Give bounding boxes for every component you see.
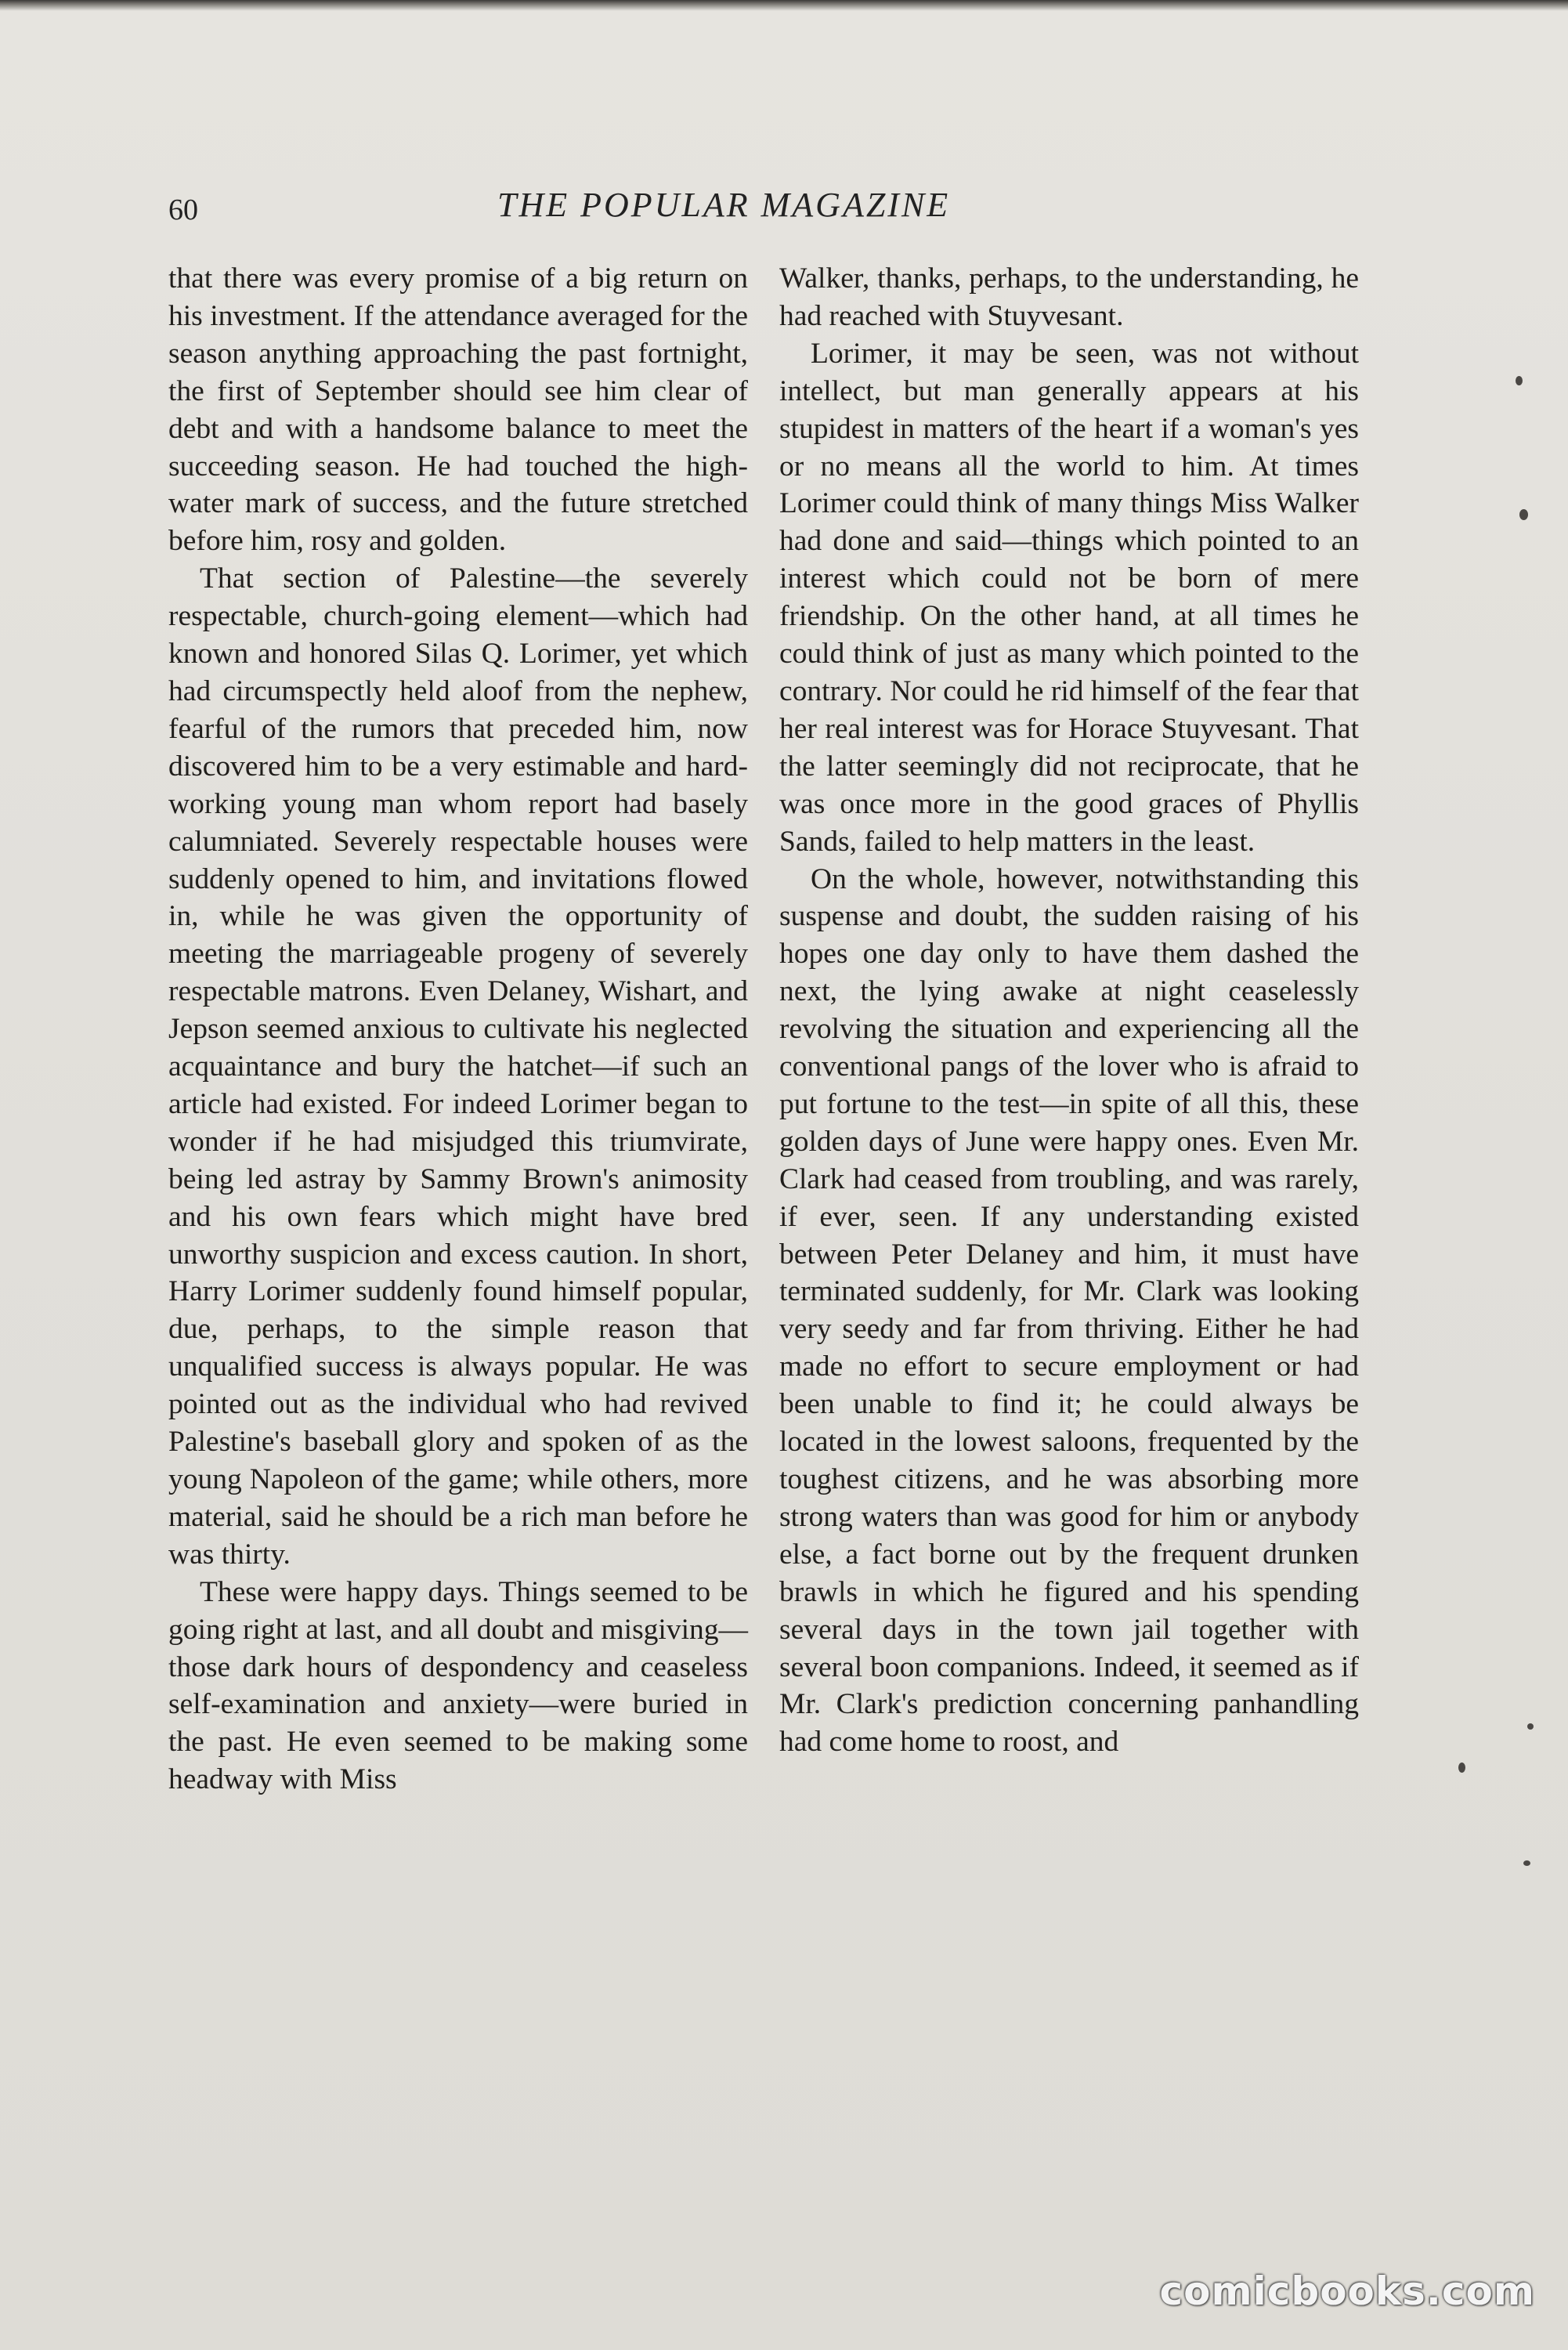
left-column <box>168 260 748 1799</box>
paper-speck <box>1527 1723 1534 1730</box>
paragraph: On the whole, however, notwithstanding this suspense and doubt, the sudden raising of his hopes one day only to have them dashed the next, the lying awake at night ceaselessly revolving the situation and experiencing all the conventional pangs of the lover who is afraid to put fortune to the test—in spite of all this, these golden days of June were happy ones. Even Mr. Clark had ceased from troubling, and was rarely, if ever, seen. If any understanding existed between Peter Delaney and him, it must have terminated suddenly, for Mr. Clark was looking very seedy and far from thriving. Either he had made no effort to secure employment or had been unable to find it; he could always be located in the lowest saloons, frequented by the toughest citizens, and he was absorbing more strong waters than was good for him or anybody else, a fact borne out by the frequent drunken brawls in which he figured and his spending several days in the town jail together with several boon companions. Indeed, it seemed as if Mr. Clark's prediction concerning panhandling had come home to roost, and <box>779 862 1359 1759</box>
page-header <box>168 185 1375 240</box>
paragraph: Lorimer, it may be seen, was not without intellect, but man generally appears at his stupidest in matters of the heart if a woman's yes or no means all the world to him. At times Lorimer could think of many things Miss Walker had done and said—things which pointed to an interest which could not be born of mere friendship. On the other hand, at all times he could think of just as many which pointed to the contrary. Nor could he rid himself of the fear that her real interest was for Horace Stuyvesant. That the latter seemingly did not reciprocate, that he was once more in the good graces of Phyllis Sands, failed to help matters in the least. <box>779 337 1359 858</box>
running-title: THE POPULAR MAGAZINE <box>497 186 951 224</box>
paragraph: That section of Palestine—the severely respectable, church-going element—which had known and honored Silas Q. Lorimer, yet which had circumspectly held aloof from the nephew, fearful of the rumors that preceded him, now discovered him to be a very estimable and hard-working young man whom report had basely calumniated. Severely respectable houses were suddenly opened to him, and invitations flowed in, while he was given the opportunity of meeting the marriageable progeny of severely respectable matrons. Even Delaney, Wishart, and Jepson seemed anxious to cultivate his neglected acquaintance and bury the hatchet—if such an article had existed. For indeed Lorimer began to wonder if he had misjudged this triumvirate, being led astray by Sammy Brown's animosity and his own fears which might have bred unworthy suspicion and excess caution. In short, Harry Lorimer suddenly found himself popular, due, perhaps, to the simple reason that unqualified success is always popular. He was pointed out as the individual who had revived Palestine's baseball glory and spoken of as the young Napoleon of the game; while others, more material, said he should be a rich man before he was thirty. <box>168 562 748 1571</box>
paragraph: that there was every promise of a big return on his investment. If the attendance averaged for the season anything approaching the past fortnight, the first of September should see him clear of debt and with a handsome balance to meet the succeeding season. He had touched the high-water mark of success, and the future stretched before him, rosy and golden. <box>168 262 748 558</box>
page-top-edge <box>0 0 1568 11</box>
paper-speck <box>1523 1860 1530 1866</box>
page-number: 60 <box>168 193 198 226</box>
watermark: comicbooks.com <box>1159 2269 1535 2314</box>
paragraph: Walker, thanks, perhaps, to the understanding, he had reached with Stuyvesant. <box>779 262 1359 332</box>
paragraph: These were happy days. Things seemed to be going right at last, and all doubt and misgiving—those dark hours of despondency and ceaseless self-examination and anxiety—were buried in the past. He even seemed to be making some headway with Miss <box>168 1575 748 1796</box>
right-column <box>779 260 1359 1761</box>
paper-speck <box>1519 509 1528 520</box>
paper-speck <box>1516 376 1523 385</box>
paper-speck <box>1458 1762 1465 1773</box>
